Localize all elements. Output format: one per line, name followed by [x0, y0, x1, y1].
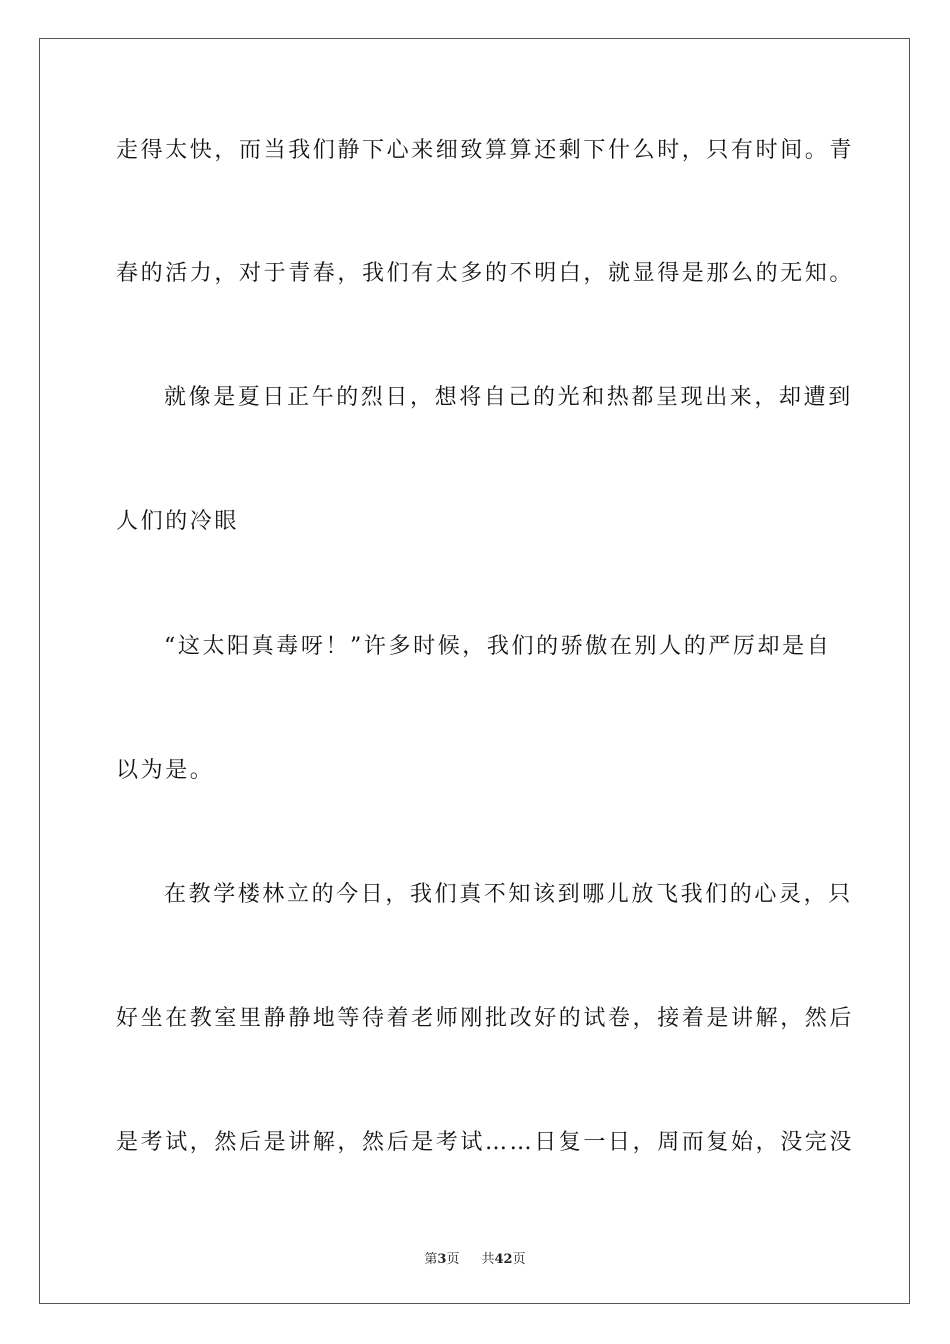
text-line-2: 春的活力，对于青春，我们有太多的不明白，就显得是那么的无知。: [116, 261, 855, 286]
footer-page-suffix: 页: [446, 1252, 460, 1267]
page-border: [39, 38, 910, 1304]
footer-page-prefix: 第: [424, 1252, 438, 1267]
text-line-6: 以为是。: [116, 758, 215, 783]
text-line-4: 人们的冷眼: [116, 509, 240, 534]
footer-total-pages: 42: [494, 1252, 513, 1267]
text-line-9: 是考试，然后是讲解，然后是考试……日复一日，周而复始，没完没: [116, 1130, 855, 1155]
footer-total-suffix: 页: [512, 1252, 526, 1267]
footer-page-number: 3: [437, 1252, 447, 1267]
text-line-1: 走得太快，而当我们静下心来细致算算还剩下什么时，只有时间。青: [116, 138, 855, 163]
text-line-8: 好坐在教室里静静地等待着老师刚批改好的试卷，接着是讲解，然后: [116, 1006, 855, 1031]
footer-total-prefix: 共: [481, 1252, 495, 1267]
text-line-7: 在教学楼林立的今日，我们真不知该到哪儿放飞我们的心灵，只: [164, 882, 853, 907]
page-footer: [0, 1248, 950, 1267]
text-line-3: 就像是夏日正午的烈日，想将自己的光和热都呈现出来，却遭到: [164, 385, 853, 410]
text-line-5: “这太阳真毒呀！”许多时候，我们的骄傲在别人的严厉却是自: [164, 634, 832, 659]
